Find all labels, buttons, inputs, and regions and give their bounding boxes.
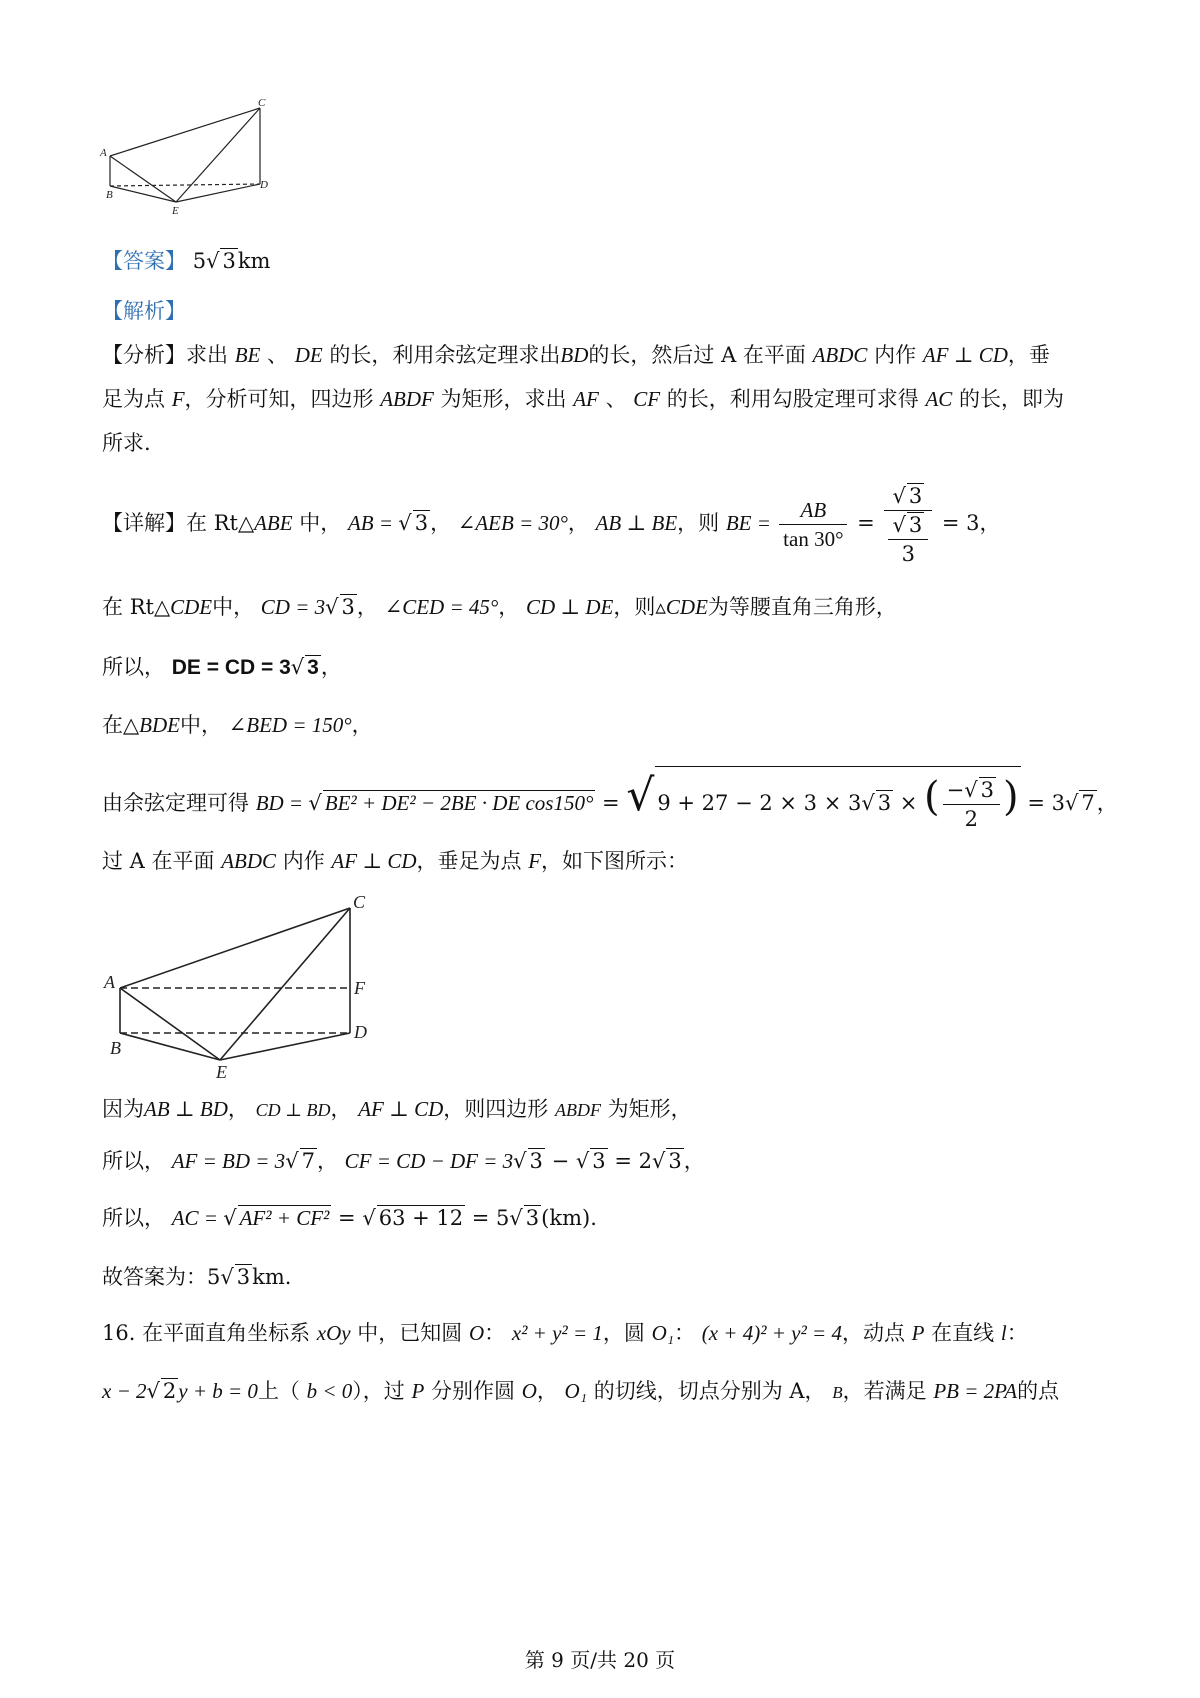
- fenxi-line-3: 所求.: [102, 431, 151, 455]
- detail-line-8: 所以， AF = BD = 3√ 7， CF = CD − DF = 3√ 3 − √ 3 = 2√ 3，: [102, 1149, 705, 1173]
- fig1-label-c: C: [258, 97, 266, 109]
- fig1-label-e: E: [172, 205, 179, 217]
- figure-1: [96, 94, 286, 224]
- analysis-tag: 【解析】: [102, 299, 186, 323]
- fenxi-line-1: 【分析】求出 BE 、 DE 的长，利用余弦定理求出BD的长，然后过 A 在平面 ABDC 内作 AF ⊥ CD，垂: [102, 343, 1050, 367]
- page-footer: 第 9 页/共 20 页: [524, 1648, 676, 1672]
- q16-line-2: x − 2√ 2y + b = 0上（ b < 0），过 P 分别作圆 O， O₁ 的切线，切点分别为 A， B，若满足 PB = 2PA的点: [102, 1379, 1060, 1403]
- fig1-label-a: A: [100, 147, 107, 159]
- fig2-label-f: F: [354, 978, 365, 998]
- fig1-label-b: B: [106, 189, 113, 201]
- figure-2: [100, 888, 390, 1088]
- detail-line-3: 所以， DE = CD = 3√ 3，: [102, 655, 342, 679]
- fig2-label-a: A: [104, 972, 115, 992]
- fig2-label-e: E: [216, 1062, 227, 1082]
- detail-line-6: 过 A 在平面 ABDC 内作 AF ⊥ CD，垂足为点 F，如下图所示：: [102, 849, 689, 873]
- answer-line: 【答案】 5√ 3km: [102, 249, 271, 273]
- detail-line-5: 由余弦定理可得 BD = √ BE² + DE² − 2BE · DE cos150° = √ 9 + 27 − 2 × 3 × 3√ 3 × ( $\frac{-√ 3}{2}$ ) = 3√ 7，: [102, 760, 1118, 832]
- fig1-label-d: D: [260, 179, 268, 191]
- q16-line-1: 16. 在平面直角坐标系 xOy 中，已知圆 O： x² + y² = 1，圆 O₁： (x + 4)² + y² = 4，动点 P 在直线 l：: [102, 1321, 1028, 1345]
- answer-tag: 【答案】: [102, 249, 186, 273]
- fig2-label-b: B: [110, 1038, 121, 1058]
- fig2-label-d: D: [354, 1022, 367, 1042]
- frac-root3-over-root3-3: $\frac{√ 3}{\frac{√ 3}{3}}$: [884, 482, 932, 568]
- analysis-tag-line: [102, 296, 186, 326]
- detail-line-7: 因为AB ⊥ BD， CD ⊥ BD， AF ⊥ CD，则四边形 ABDF 为矩形，: [102, 1097, 692, 1121]
- detail-line-10: 故答案为：5√ 3km.: [102, 1265, 292, 1289]
- detail-line-9: 所以， AC = √ AF² + CF² = √ 63 + 12 = 5√ 3(km).: [102, 1206, 597, 1230]
- detail-line-2: 在 Rt△CDE中， CD = 3√ 3， ∠CED = 45°， CD ⊥ DE，则▵CDE为等腰直角三角形，: [102, 595, 897, 619]
- detail-line-1: 【详解】在 Rt△ABE 中， AB = √ 3， ∠AEB = 30°， AB ⊥ BE，则 BE = $\frac{AB}{\tan 30^\circ}$ = $\frac{√ 3}{\frac{√ 3}{3}}$ = 3，: [102, 483, 1001, 566]
- detail-line-4: 在△BDE中， ∠BED = 150°，: [102, 713, 373, 737]
- fenxi-line-2: 足为点 F，分析可知，四边形 ABDF 为矩形，求出 AF 、 CF 的长，利用勾股定理可求得 AC 的长，即为: [102, 387, 1065, 411]
- fig2-label-c: C: [353, 892, 366, 912]
- frac-ab-tan30: $\frac{AB}{\tan 30^\circ}$: [779, 496, 847, 553]
